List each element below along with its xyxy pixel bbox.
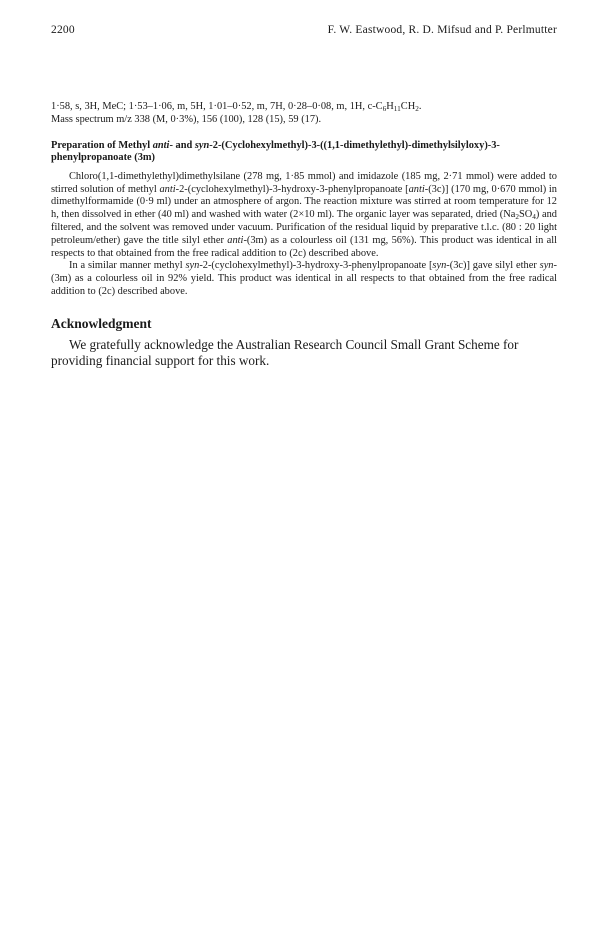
title-part: -2-(Cyclohexylmethyl)-3-((1,1-dimethylethyl)-dimethylsilyloxy)-3-phenylpropanoate (3m) [51,139,500,164]
text-run: 2 [515,213,519,222]
acknowledgment-body: We gratefully acknowledge the Australian Research Council Small Grant Scheme for providing financial support for this work. [51,336,519,369]
page-header [51,24,557,36]
text-run: anti [227,234,244,246]
nmr-text: . [418,101,422,112]
running-head-authors: F. W. Eastwood, R. D. Mifsud and P. Perlmutter [327,24,557,36]
text-run: -(3m) as a colourless oil (131 mg, 56%). This product was identical in all respects to that obtained from the free radical addition to (2c) described above. [51,234,557,259]
nmr-text: H [386,101,394,112]
text-run: In a similar manner methyl [69,260,186,272]
text-run: ) and filtered, and the solvent was removed under vacuum. Purification of the residual liquid by preparative t.l.c. (80 : 20 light petroleum/ether) gave the title silyl ether [51,209,558,246]
text-run: -(3c)] (170 mg, 0·670 mmol) in dimethylformamide (0·9 ml) under an atmosphere of argon. The reaction mixture was stirred at room temperature for 12 h, then dissolved in ether (40 ml) and washed with water (2×10 ml). The organic layer was separated, dried (Na [51,183,557,221]
procedure-paragraph [51,171,557,261]
text-run: -(3m) as a colourless oil in 92% yield. This product was identical in all respects to that obtained from the free radical addition to (2c) described above. [51,260,557,297]
acknowledgment-heading: Acknowledgment [51,315,152,331]
text-run: anti [408,183,425,195]
title-part: syn [194,139,210,151]
text-run: syn [539,260,554,272]
nmr-continuation [51,101,557,114]
page-number: 2200 [51,24,75,36]
mass-spectrum: Mass spectrum m/z 338 (M, 0·3%), 156 (100), 128 (15), 59 (17). [51,113,322,125]
article-body [51,101,557,370]
nmr-sub: 11 [393,105,401,113]
text-run: -2-(cyclohexylmethyl)-3-hydroxy-3-phenylpropanoate [ [175,183,409,195]
procedure-paragraph [51,260,557,298]
procedure-title [51,140,557,165]
title-part: - and [169,139,195,151]
title-part: Preparation of Methyl [51,139,153,151]
text-run: SO [518,209,533,221]
nmr-text: 1·58, s, 3H, MeC; 1·53–1·06, m, 5H, 1·01–0·52, m, 7H, 0·28–0·08, m, 1H, c-C [51,101,383,112]
text-run: anti [159,183,176,195]
title-part: anti [152,139,170,151]
text-run: -(3c)] gave silyl ether [446,260,540,272]
nmr-sub: 6 [382,105,387,113]
text-run: -2-(cyclohexylmethyl)-3-hydroxy-3-phenylpropanoate [ [199,260,433,272]
text-run: 4 [532,213,536,222]
nmr-text: CH [400,101,416,112]
text-run: Chloro(1,1-dimethylethyl)dimethylsilane (278 mg, 1·85 mmol) and imidazole (185 mg, 2·71 mmol) were added to stirred solution of methyl [51,170,557,195]
text-run: syn [185,260,200,272]
nmr-sub: 2 [415,105,419,113]
text-run: syn [432,260,447,272]
